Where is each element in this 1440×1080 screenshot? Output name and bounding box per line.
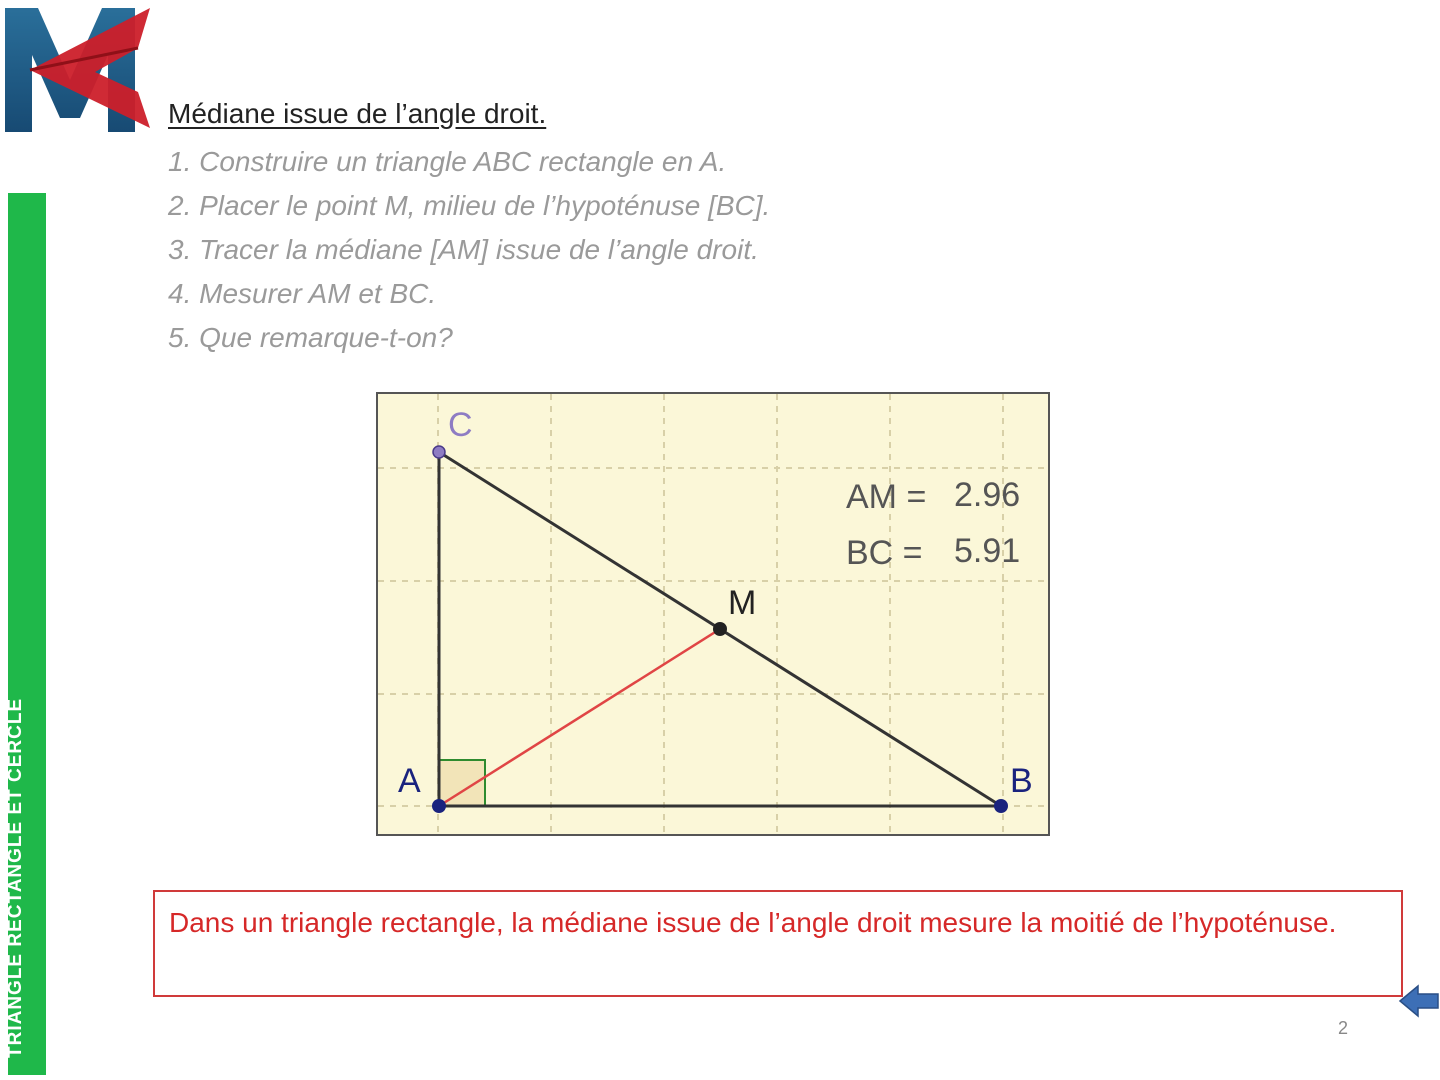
measure-bc-value: 5.91 xyxy=(954,532,1021,570)
step-item: 1. Construire un triangle ABC rectangle en A. xyxy=(168,146,727,177)
label-m: M xyxy=(728,584,757,622)
point-m xyxy=(713,622,727,636)
median-am xyxy=(439,629,720,806)
step-item: 4. Mesurer AM et BC. xyxy=(168,278,437,309)
sidebar-label: TRIANGLE RECTANGLE ET CERCLE xyxy=(5,697,26,1058)
triangle-diagram xyxy=(378,394,1048,834)
step-item: 5. Que remarque-t-on? xyxy=(168,322,453,353)
sidebar-banner xyxy=(5,193,46,1075)
measure-bc-label: BC = xyxy=(846,534,923,572)
point-c xyxy=(433,446,445,458)
arrow-left-icon xyxy=(1398,980,1440,1022)
step-item: 2. Placer le point M, milieu de l’hypoténuse [BC]. xyxy=(168,190,771,221)
steps-list xyxy=(168,140,770,360)
point-b xyxy=(994,799,1008,813)
label-a: A xyxy=(398,762,421,800)
nav-arrow-button[interactable] xyxy=(1398,980,1440,1022)
point-a xyxy=(432,799,446,813)
right-angle-marker xyxy=(439,760,485,806)
conclusion-box: Dans un triangle rectangle, la médiane issue de l’angle droit mesure la moitié de l’hypoténuse. xyxy=(153,890,1403,997)
m-logo-icon xyxy=(0,0,155,140)
page-number: 2 xyxy=(1338,1018,1349,1038)
label-c: C xyxy=(448,406,473,444)
measure-am-value: 2.96 xyxy=(954,476,1021,514)
logo xyxy=(0,0,155,140)
step-item: 3. Tracer la médiane [AM] issue de l’angle droit. xyxy=(168,234,759,265)
measure-am-label: AM = xyxy=(846,478,927,516)
geometry-figure xyxy=(376,392,1050,836)
slide-title: Médiane issue de l’angle droit. xyxy=(168,98,547,129)
label-b: B xyxy=(1010,762,1033,800)
